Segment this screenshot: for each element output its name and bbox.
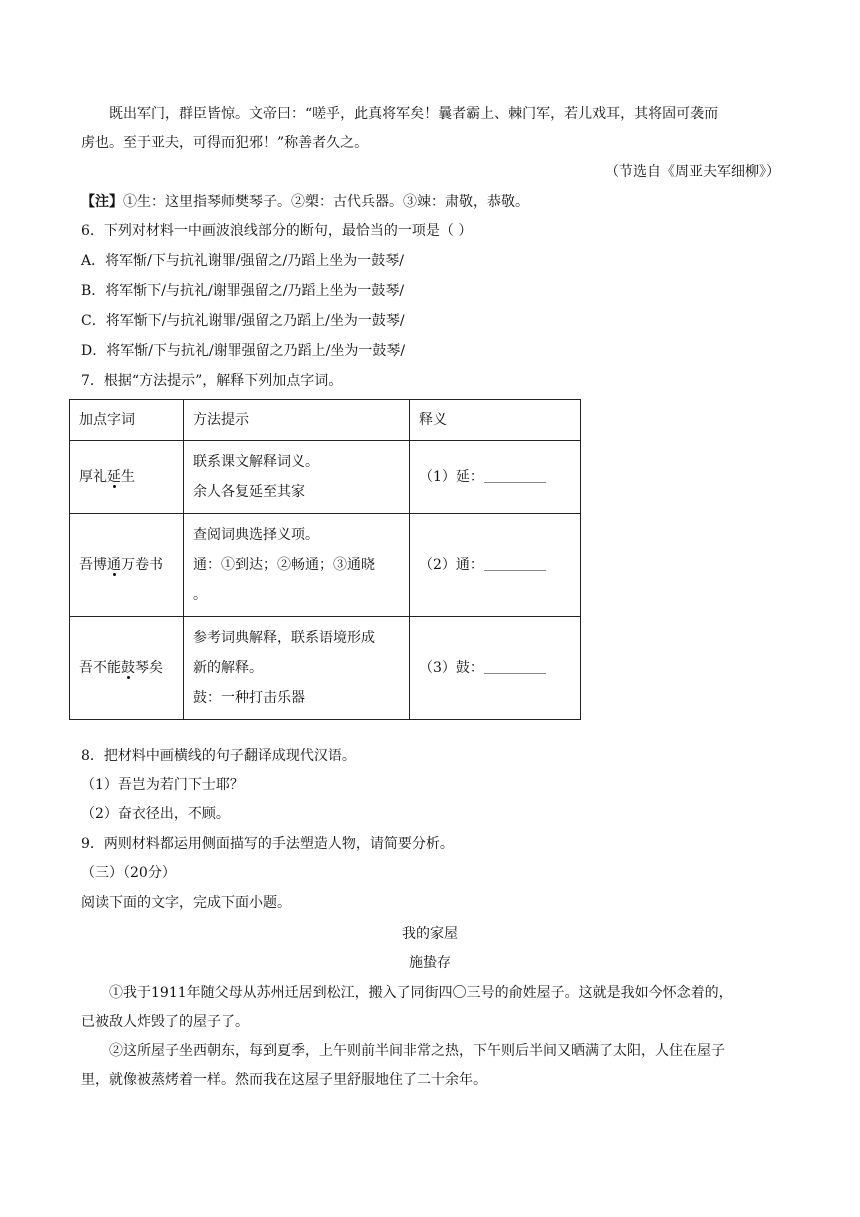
essay-p1-line-2: 已被敌人炸毁了的屋子了。: [81, 1014, 249, 1030]
q6-option-b: B．将军惭下/与抗礼/谢罪强留之/乃蹈上坐为一鼓琴/: [81, 283, 405, 299]
q7-stem: 7．根据“方法提示”，解释下列加点字词。: [81, 373, 343, 389]
q9-stem: 9．两则材料都运用侧面描写的手法塑造人物，请简要分析。: [81, 836, 454, 852]
q7-row-3-answer: （3）鼓：: [410, 617, 581, 720]
dotted-char: 通: [107, 557, 121, 573]
q8-item-1: （1）吾岂为若门下士耶？: [81, 777, 244, 793]
essay-p2-line-1: ②这所屋子坐西朝东，每到夏季，上午则前半间非常之热，下午则后半间又晒满了太阳，人住在屋子: [109, 1043, 725, 1059]
q7-row-2-word: 吾博通万卷书: [70, 514, 184, 617]
q8-stem: 8．把材料中画横线的句子翻译成现代汉语。: [81, 748, 356, 764]
q7-row-3-word: 吾不能鼓琴矣: [70, 617, 184, 720]
q7-row-3: [70, 617, 581, 720]
q7-row-1-answer: （1）延：: [410, 441, 581, 514]
q7-table: [69, 399, 581, 720]
dotted-char: 鼓: [121, 660, 135, 676]
dotted-char: 延: [107, 469, 121, 485]
q7-row-3-method: 参考词典解释，联系语境形成 新的解释。 鼓：一种打击乐器: [184, 617, 410, 720]
essay-p1-line-1: ①我于1911年随父母从苏州迁居到松江，搬入了同街四〇三号的俞姓屋子。这就是我如今怀念着的，: [109, 985, 733, 1001]
q8-item-2: （2）奋衣径出，不顾。: [81, 806, 230, 822]
note-text: ①生：这里指琴师樊琴子。②槊：古代兵器。③竦：肃敬，恭敬。: [123, 194, 529, 210]
essay-author: 施蛰存: [409, 955, 451, 971]
passage-source: （节选自《周亚夫军细柳》）: [605, 164, 780, 180]
q7-row-2-answer: （2）通：: [410, 514, 581, 617]
q6-option-d: D．将军惭/下与抗礼/谢罪强留之乃蹈上/坐为一鼓琴/: [81, 343, 406, 359]
section-3-instruction: 阅读下面的文字，完成下面小题。: [81, 895, 291, 911]
note: [81, 192, 529, 212]
passage-line-2: 虏也。至于亚夫，可得而犯邪！”称善者久之。: [81, 135, 369, 151]
answer-blank[interactable]: [484, 659, 546, 674]
passage-line-1: 既出军门，群臣皆惊。文帝曰：“嗟乎，此真将军矣！曩者霸上、棘门军，若儿戏耳，其将固可袭而: [109, 106, 719, 122]
essay-p2-line-2: 里，就像被蒸烤着一样。然而我在这屋子里舒服地住了二十余年。: [81, 1072, 487, 1088]
q7-row-2: [70, 514, 581, 617]
answer-blank[interactable]: [484, 556, 546, 571]
section-3-heading: （三）（20分）: [81, 865, 176, 881]
q6-option-c: C．将军惭下/与抗礼谢罪/强留之乃蹈上/坐为一鼓琴/: [81, 313, 405, 329]
q6-stem: 6．下列对材料一中画波浪线部分的断句，最恰当的一项是（ ）: [81, 223, 473, 239]
answer-blank[interactable]: [484, 468, 546, 483]
q7-row-1-method: 联系课文解释词义。 余人各复延至其家: [184, 441, 410, 514]
q6-option-a: A．将军惭/下与抗礼谢罪/强留之/乃蹈上坐为一鼓琴/: [81, 253, 404, 269]
q7-row-1: [70, 441, 581, 514]
essay-title: 我的家屋: [402, 926, 458, 942]
q7-header-meaning: 释义: [410, 400, 581, 441]
q7-header-word: 加点字词: [70, 400, 184, 441]
q7-row-1-word: 厚礼延生: [70, 441, 184, 514]
q7-header-method: 方法提示: [184, 400, 410, 441]
q7-row-2-method: 查阅词典选择义项。 通：①到达；②畅通；③通晓 。: [184, 514, 410, 617]
note-label: 【注】: [81, 194, 123, 210]
q7-header-row: [70, 400, 581, 441]
